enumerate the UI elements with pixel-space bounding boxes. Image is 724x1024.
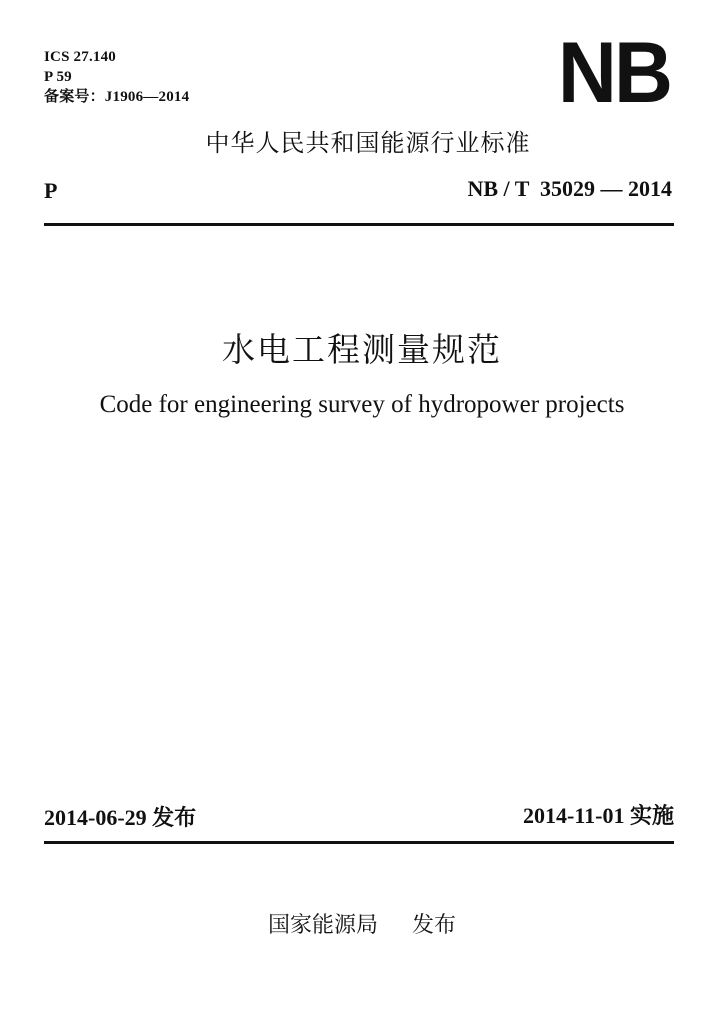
publisher-line bbox=[0, 912, 724, 940]
industry-standard-title bbox=[0, 128, 724, 158]
industry-standard-text: 中华人民共和国能源行业标准 bbox=[205, 129, 531, 157]
document-title-english: Code for engineering survey of hydropower projects bbox=[99, 391, 625, 418]
issue-date: 2014-06-29 bbox=[44, 805, 147, 830]
issue-label: 发布 bbox=[152, 806, 197, 831]
ics-code: ICS 27.140 bbox=[44, 49, 117, 65]
classification-letter: P bbox=[44, 178, 58, 203]
bottom-divider bbox=[44, 841, 674, 844]
implementation-label: 实施 bbox=[629, 804, 674, 829]
top-divider bbox=[44, 223, 674, 226]
record-number: 备案号：J1906—2014 bbox=[44, 89, 190, 105]
issue-date-line bbox=[44, 804, 196, 833]
classification-code: P 59 bbox=[44, 69, 72, 85]
document-title-chinese: 水电工程测量规范 bbox=[222, 330, 502, 369]
nb-logo: NB bbox=[557, 25, 670, 121]
publisher-name: 国家能源局 bbox=[267, 913, 378, 938]
implementation-date: 2014-11-01 bbox=[523, 803, 625, 828]
publisher-label: 发布 bbox=[412, 913, 457, 938]
implementation-date-line bbox=[523, 802, 674, 831]
standard-number: NB / T 35029 — 2014 bbox=[467, 176, 672, 201]
